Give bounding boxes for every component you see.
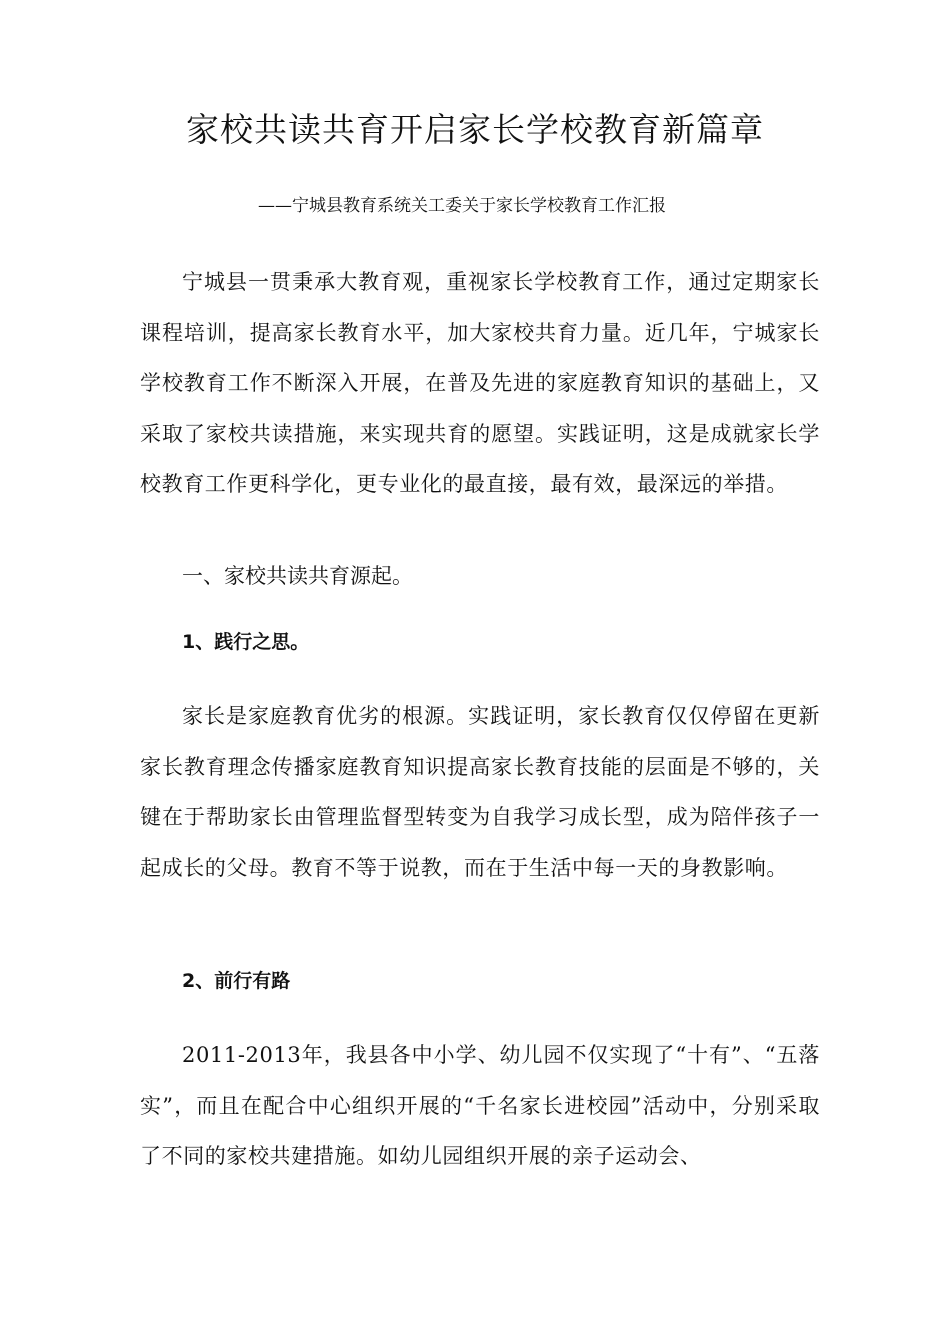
paragraph-intro: 宁城县一贯秉承大教育观，重视家长学校教育工作，通过定期家长课程培训，提高家长教育水平，加大家校共育力量。近几年，宁城家长学校教育工作不断深入开展，在普及先进的家庭教育知识的基础上，又采取了家校共读措施，来实现共育的愿望。实践证明，这是成就家长学校教育工作更科学化，更专业化的最直接，最有效，最深远的举措。 bbox=[140, 270, 820, 496]
subsection-heading-2: 2、前行有路 bbox=[182, 970, 291, 992]
section-heading-1: 一、家校共读共育源起。 bbox=[182, 564, 413, 588]
document-subtitle: ——宁城县教育系统关工委关于家长学校教育工作汇报 bbox=[258, 196, 666, 216]
subsection-heading-1: 1、践行之思。 bbox=[182, 631, 310, 653]
paragraph-progress: 2011-2013年，我县各中小学、幼儿园不仅实现了“十有”、“五落实”，而且在配合中心组织开展的“千名家长进校园”活动中，分别采取了不同的家校共建措施。如幼儿园组织开展的亲子运动会、 bbox=[140, 1043, 820, 1168]
paragraph-practice: 家长是家庭教育优劣的根源。实践证明，家长教育仅仅停留在更新家长教育理念传播家庭教育知识提高家长教育技能的层面是不够的，关键在于帮助家长由管理监督型转变为自我学习成长型，成为陪伴孩子一起成长的父母。教育不等于说教，而在于生活中每一天的身教影响。 bbox=[140, 704, 820, 880]
document-title: 家校共读共育开启家长学校教育新篇章 bbox=[186, 110, 764, 149]
